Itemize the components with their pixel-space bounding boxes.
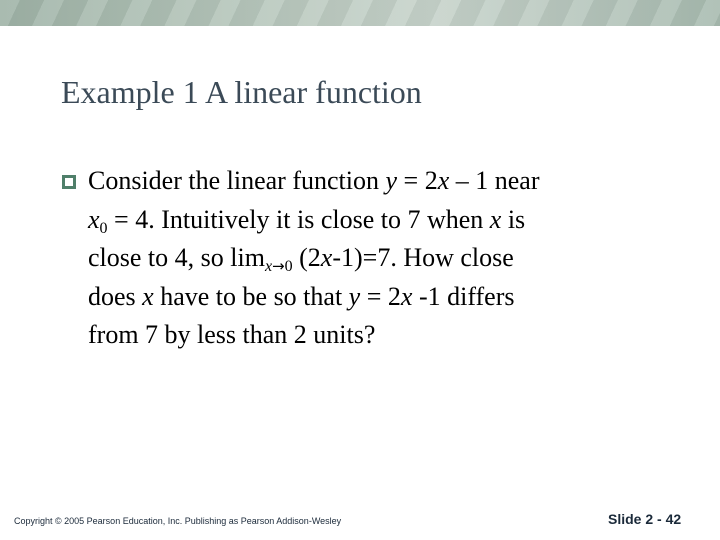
var-y: y xyxy=(348,281,361,311)
var-x: x xyxy=(142,281,154,311)
text-segment: is xyxy=(501,204,526,234)
var-x: x xyxy=(489,204,502,234)
text-segment: close to 4, so lim xyxy=(88,243,265,272)
text-segment: = 2 xyxy=(397,166,438,195)
var-x: x xyxy=(400,281,413,311)
bullet-text xyxy=(88,162,668,355)
header-band xyxy=(0,0,720,26)
text-segment: have to be so that xyxy=(153,281,349,311)
text-segment: does xyxy=(88,281,143,311)
var-x: x xyxy=(437,166,450,195)
limit-subscript xyxy=(265,258,293,275)
square-bullet-icon xyxy=(62,175,76,189)
slide-title: Example 1 A linear function xyxy=(61,74,422,110)
var-x: x xyxy=(320,243,333,272)
text-segment: (2 xyxy=(292,243,321,272)
arrow-icon: → xyxy=(272,257,285,275)
var-y: y xyxy=(385,166,398,195)
body-line-2 xyxy=(88,201,668,240)
body-line-4 xyxy=(88,278,668,317)
body-line-3 xyxy=(88,239,668,278)
body-line-5: from 7 by less than 2 units? xyxy=(88,320,376,349)
text-segment: = 4. Intuitively it is close to 7 when xyxy=(107,204,490,234)
text-segment: = 2 xyxy=(360,281,401,311)
var-x: x xyxy=(88,204,100,234)
body-line-1 xyxy=(88,162,668,201)
text-segment: -1 differs xyxy=(412,281,515,311)
text-segment: – 1 near xyxy=(449,166,540,195)
var-x: x xyxy=(264,258,273,275)
text-segment: Consider the linear function xyxy=(88,166,386,195)
copyright-footer: Copyright © 2005 Pearson Education, Inc. Publishing as Pearson Addison-Wesley xyxy=(14,516,342,526)
text-segment: -1)=7. How close xyxy=(332,243,514,272)
slide-number: Slide 2 - 42 xyxy=(608,511,682,527)
subscript: 0 xyxy=(284,258,293,275)
subscript: 0 xyxy=(99,219,108,237)
